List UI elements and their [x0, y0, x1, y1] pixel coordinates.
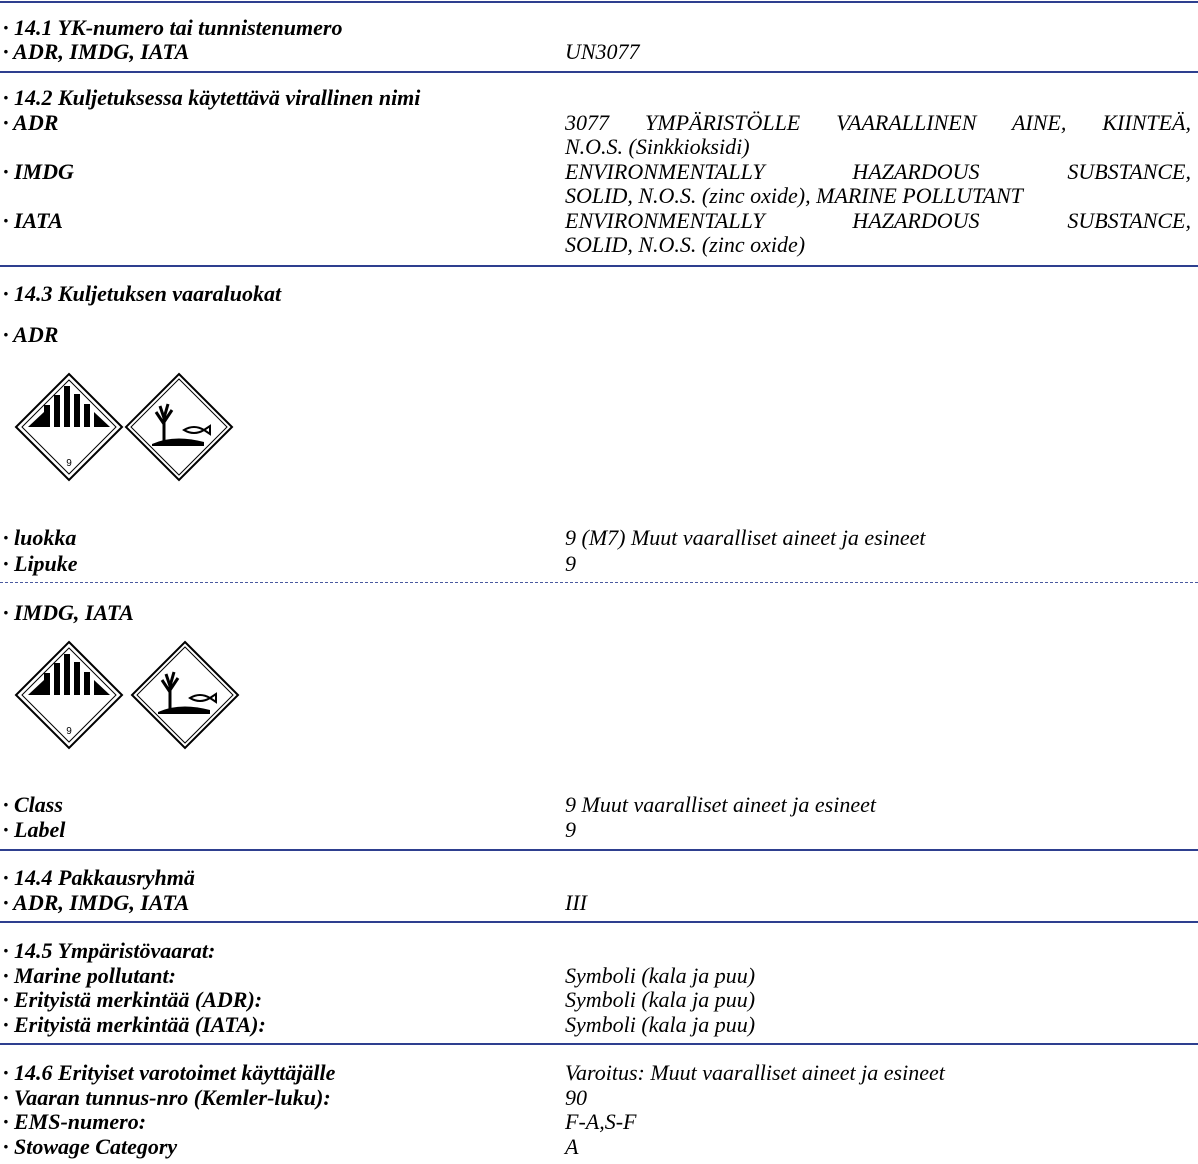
imdg-class-row — [0, 793, 1198, 817]
packing-group-row — [0, 891, 1198, 915]
adr-subheading: · ADR — [3, 322, 59, 347]
shipping-name-iata-row — [0, 209, 1198, 233]
imdg-label-label: · Label — [3, 817, 66, 842]
section-14-2-heading-row — [0, 86, 1198, 110]
section-14-1-row — [0, 40, 1198, 64]
adr-class-label: · luokka — [3, 525, 77, 550]
adr-subheading-row — [0, 323, 1198, 347]
imdg-label: · IMDG — [3, 159, 74, 184]
stowage-label: · Stowage Category — [3, 1134, 178, 1159]
marine-pollutant-label: · Marine pollutant: — [3, 963, 176, 988]
imdg-shipping-name-line2: SOLID, N.O.S. (zinc oxide), MARINE POLLUTANT — [565, 183, 1023, 208]
special-marking-adr-value: Symboli (kala ja puu) — [565, 987, 756, 1012]
divider — [0, 265, 1198, 267]
class9-hazard-diamond-icon — [16, 374, 122, 480]
svg-text:9: 9 — [66, 726, 72, 737]
imdg-iata-subheading-row — [0, 601, 1198, 625]
environment-hazard-diamond-icon — [132, 642, 238, 748]
shipping-name-adr-row — [0, 111, 1198, 135]
section-14-1-heading-row — [0, 16, 1198, 40]
ems-row — [0, 1110, 1198, 1134]
section-14-4-heading: · 14.4 Pakkausryhmä — [3, 865, 195, 890]
kemler-row — [0, 1086, 1198, 1110]
kemler-label: · Vaaran tunnus-nro (Kemler-luku): — [3, 1085, 331, 1110]
section-14-5-heading: · 14.5 Ympäristövaarat: — [3, 938, 216, 963]
section-14-6-heading: · 14.6 Erityiset varotoimet käyttäjälle — [3, 1060, 336, 1085]
shipping-name-adr-row-2 — [0, 135, 1198, 159]
adr-hazard-labels — [14, 372, 234, 486]
section-14-4-heading-row — [0, 866, 1198, 890]
adr-lipuke-label: · Lipuke — [3, 551, 78, 576]
shipping-name-imdg-row — [0, 160, 1198, 184]
marine-pollutant-row — [0, 964, 1198, 988]
kemler-value: 90 — [565, 1085, 587, 1110]
section-14-6-heading-row — [0, 1061, 1198, 1085]
iata-shipping-name-line1: ENVIRONMENTALLY HAZARDOUS SUBSTANCE, — [565, 208, 1191, 233]
adr-label: · ADR — [3, 110, 59, 135]
environment-hazard-diamond-icon — [126, 374, 232, 480]
adr-class-row — [0, 526, 1198, 550]
stowage-value: A — [565, 1134, 579, 1159]
adr-lipuke-row — [0, 552, 1198, 576]
divider — [0, 1043, 1198, 1045]
shipping-name-iata-row-2 — [0, 233, 1198, 257]
special-marking-adr-label: · Erityistä merkintää (ADR): — [3, 987, 263, 1012]
ems-value: F-A,S-F — [565, 1109, 637, 1134]
adr-shipping-name-line2: N.O.S. (Sinkkioksidi) — [565, 134, 750, 159]
imdg-iata-hazard-labels — [14, 640, 244, 754]
top-rule — [0, 1, 1198, 3]
section-14-3-heading: · 14.3 Kuljetuksen vaaraluokat — [3, 281, 282, 306]
stowage-row — [0, 1135, 1198, 1159]
divider — [0, 71, 1198, 73]
ems-label: · EMS-numero: — [3, 1109, 147, 1134]
class9-hazard-diamond-icon — [16, 642, 122, 748]
special-marking-iata-row — [0, 1013, 1198, 1037]
section-14-6-warning: Varoitus: Muut vaaralliset aineet ja esineet — [565, 1060, 945, 1085]
section-14-3-heading-row — [0, 282, 1198, 306]
adr-lipuke-value: 9 — [565, 551, 576, 576]
section-14-1-heading: · 14.1 YK-numero tai tunnistenumero — [3, 15, 343, 40]
imdg-iata-subheading: · IMDG, IATA — [3, 600, 134, 625]
imdg-label-row — [0, 818, 1198, 842]
packing-group-label: · ADR, IMDG, IATA — [3, 890, 190, 915]
adr-shipping-name-line1: 3077 YMPÄRISTÖLLE VAARALLINEN AINE, KIINTEÄ, — [565, 110, 1191, 135]
iata-label: · IATA — [3, 208, 63, 233]
adr-class-value: 9 (M7) Muut vaaralliset aineet ja esineet — [565, 525, 926, 550]
imdg-class-label: · Class — [3, 792, 63, 817]
marine-pollutant-value: Symboli (kala ja puu) — [565, 963, 756, 988]
special-marking-iata-value: Symboli (kala ja puu) — [565, 1012, 756, 1037]
divider — [0, 849, 1198, 851]
special-marking-iata-label: · Erityistä merkintää (IATA): — [3, 1012, 266, 1037]
imdg-label-value: 9 — [565, 817, 576, 842]
shipping-name-imdg-row-2 — [0, 184, 1198, 208]
svg-text:9: 9 — [66, 458, 72, 469]
iata-shipping-name-line2: SOLID, N.O.S. (zinc oxide) — [565, 232, 806, 257]
packing-group-value: III — [565, 890, 587, 915]
section-14-2-heading: · 14.2 Kuljetuksessa käytettävä virallinen nimi — [3, 85, 421, 110]
dashed-divider — [0, 582, 1198, 583]
divider — [0, 921, 1198, 923]
section-14-5-heading-row — [0, 939, 1198, 963]
imdg-shipping-name-line1: ENVIRONMENTALLY HAZARDOUS SUBSTANCE, — [565, 159, 1191, 184]
un-number-label: · ADR, IMDG, IATA — [3, 39, 190, 64]
un-number-value: UN3077 — [565, 39, 640, 64]
imdg-class-value: 9 Muut vaaralliset aineet ja esineet — [565, 792, 876, 817]
special-marking-adr-row — [0, 988, 1198, 1012]
